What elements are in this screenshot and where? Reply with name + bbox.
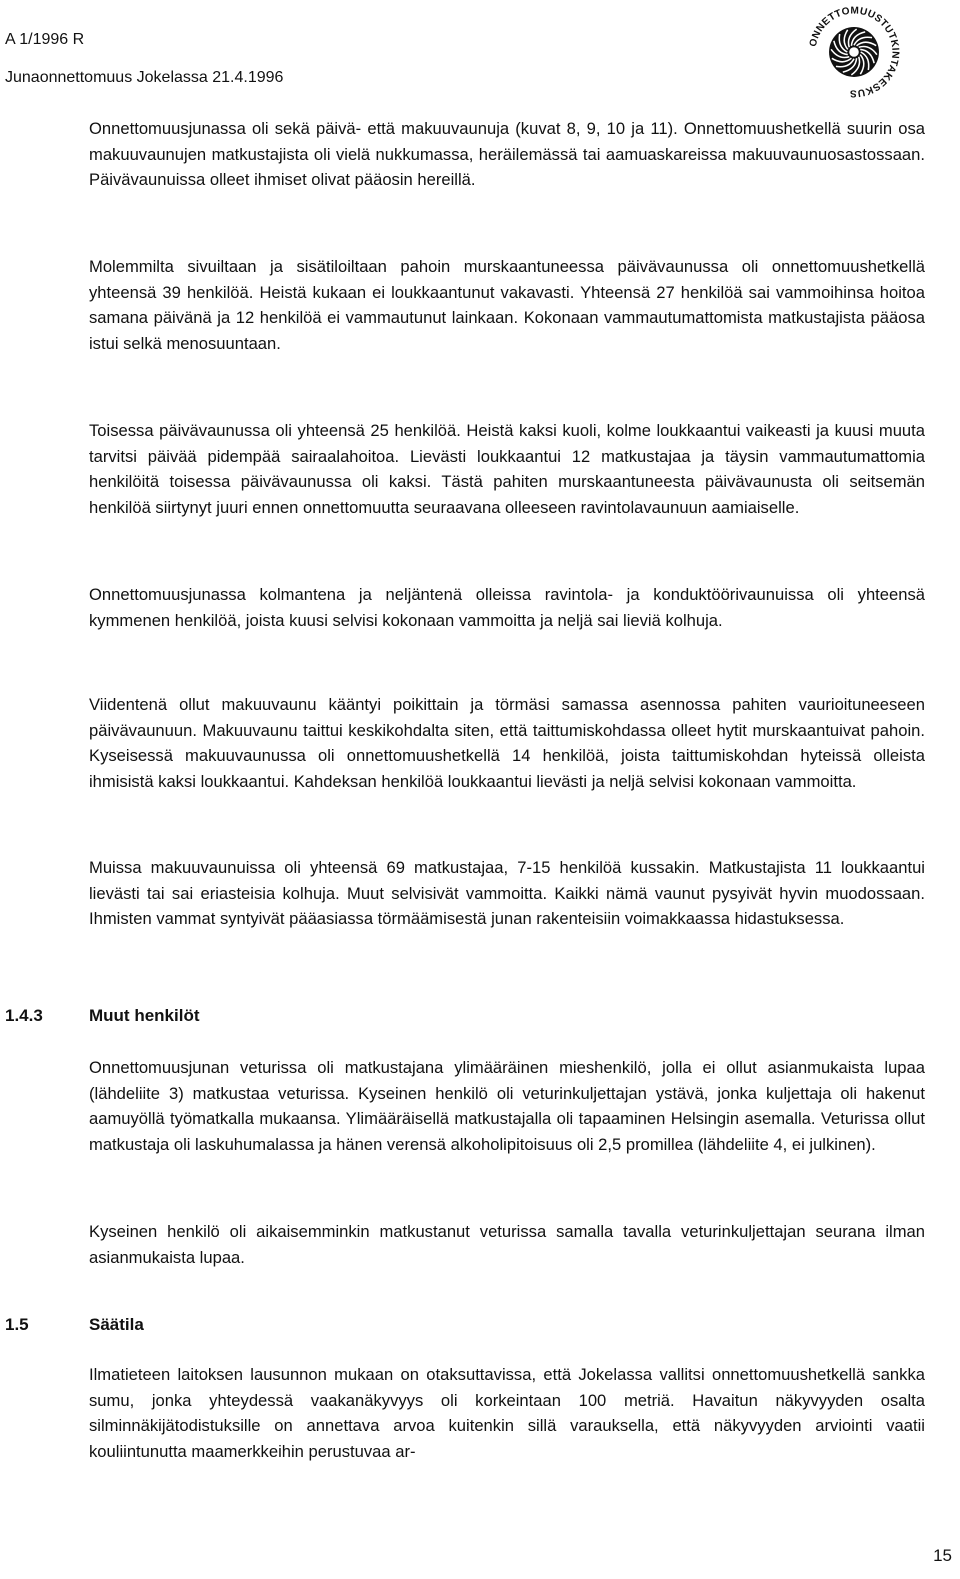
section-number-1-4-3: 1.4.3 bbox=[5, 1006, 43, 1025]
section-title-muut-henkilot: Muut henkilöt bbox=[89, 1006, 200, 1025]
paragraph-first-day-coach: Molemmilta sivuiltaan ja sisätiloiltaan pahoin murskaantuneessa päivävaunussa oli onnettomuushetkellä yhteensä 39 henkilöä. Heistä kukaan ei loukkaantunut vakavasti. Yhteensä 27 henkilöä sai vammoihinsa hoitoa samana päivänä ja 12 henkilöä ei vammautunut lainkaan. Kokonaan vammautumattomista matkustajista pääosa istui selkä menosuuntaan. bbox=[89, 257, 925, 353]
paragraph-weather: Ilmatieteen laitoksen lausunnon mukaan on otaksuttavissa, että Jokelassa vallitsi onnettomuushetkellä sankka sumu, jonka yhteydessä vaakanäkyvyys oli korkeintaan 100 metriä. Havaitun näkyvyyden osalta silminnäkijätodistuksille on annettava arvoa kuitenkin sillä varauksella, että näkyvyyden arviointi vaatii kouliintunutta maamerkkeihin perustuvaa ar- bbox=[89, 1365, 925, 1461]
report-code: A 1/1996 R bbox=[5, 31, 85, 48]
paragraph-extra-passenger: Onnettomuusjunan veturissa oli matkustajana ylimääräinen mieshenkilö, jolla ei ollut asianmukaista lupaa (lähdeliite 3) matkustaa veturissa. Kyseinen henkilö oli veturinkuljettajan ystävä, jonka kuljettaja oli hakenut aamuyöllä työmatkalla mukaansa. Ylimääräisellä matkustajalla oli tapaaminen Helsingin asemalla. Veturissa ollut matkustaja oli laskuhumalassa ja hänen verensä alkoholipitoisuus oli 2,5 promillea (lähdeliite 4, ei julkinen). bbox=[89, 1058, 925, 1154]
accident-investigation-board-seal-icon bbox=[806, 4, 902, 100]
paragraph-restaurant-coaches: Onnettomuusjunassa kolmantena ja neljäntenä olleissa ravintola- ja konduktöörivaunuissa oli yhteensä kymmenen henkilöä, joista kuusi selvisi kokonaan vammoitta ja neljä sai lieviä kolhuja. bbox=[89, 585, 925, 630]
paragraph-wagon-types: Onnettomuusjunassa oli sekä päivä- että makuuvaunuja (kuvat 8, 9, 10 ja 11). Onnettomuushetkellä suurin osa makuuvaunujen matkustajista oli vielä nukkumassa, heräilemässä tai aamuaskareissa makuuvaunuosastossaan. Päivävaunuissa olleet ihmiset olivat pääosin hereillä. bbox=[89, 119, 925, 189]
section-number-1-5: 1.5 bbox=[5, 1315, 29, 1334]
report-title: Junaonnettomuus Jokelassa 21.4.1996 bbox=[5, 69, 284, 86]
section-title-saatila: Säätila bbox=[89, 1315, 144, 1334]
paragraph-earlier-trips: Kyseinen henkilö oli aikaisemminkin matkustanut veturissa samalla tavalla veturinkuljettajan seurana ilman asianmukaista lupaa. bbox=[89, 1222, 925, 1267]
paragraph-fifth-sleeping-car: Viidentenä ollut makuuvaunu kääntyi poikittain ja törmäsi samassa asennossa pahiten vaurioituneeseen päivävaunuun. Makuuvaunu taittui keskikohdalta siten, että taittumiskohdassa olleet hytit murskaantuivat pahoin. Kyseisessä makuuvaunussa oli onnettomuushetkellä 14 henkilöä, joista taittumiskohdan hyteissä olleista ihmisistä kaksi loukkaantui. Kahdeksan henkilöä loukkaantui lievästi ja neljä selvisi kokonaan vammoitta. bbox=[89, 695, 925, 791]
paragraph-other-sleeping-cars: Muissa makuuvaunuissa oli yhteensä 69 matkustajaa, 7-15 henkilöä kussakin. Matkustajista 11 loukkaantui lievästi tai sai eriasteisia kolhuja. Muut selvisivät vammoitta. Kaikki nämä vaunut pysyivät hyvin muodossaan. Ihmisten vammat syntyivät pääasiassa törmäämisestä junan rakenteisiin voimakkaassa hidastuksessa. bbox=[89, 858, 925, 928]
page-number: 15 bbox=[933, 1546, 952, 1565]
paragraph-second-day-coach: Toisessa päivävaunussa oli yhteensä 25 henkilöä. Heistä kaksi kuoli, kolme loukkaantui vaikeasti ja kuusi muuta tarvitsi päivää pidempää sairaalahoitoa. Lievästi loukkaantui 12 matkustajaa ja täysin vammautumattomia henkilöitä toisessa päivävaunussa oli kaksi. Tästä pahiten murskaantuneesta päivävaunusta oli seitsemän henkilöä siirtynyt juuri ennen onnettomuutta seuraavana olleeseen ravintolavaunuun aamiaiselle. bbox=[89, 421, 925, 517]
seal-text: ONNETTOMUUSTUTKINTAKESKUS bbox=[807, 5, 901, 99]
